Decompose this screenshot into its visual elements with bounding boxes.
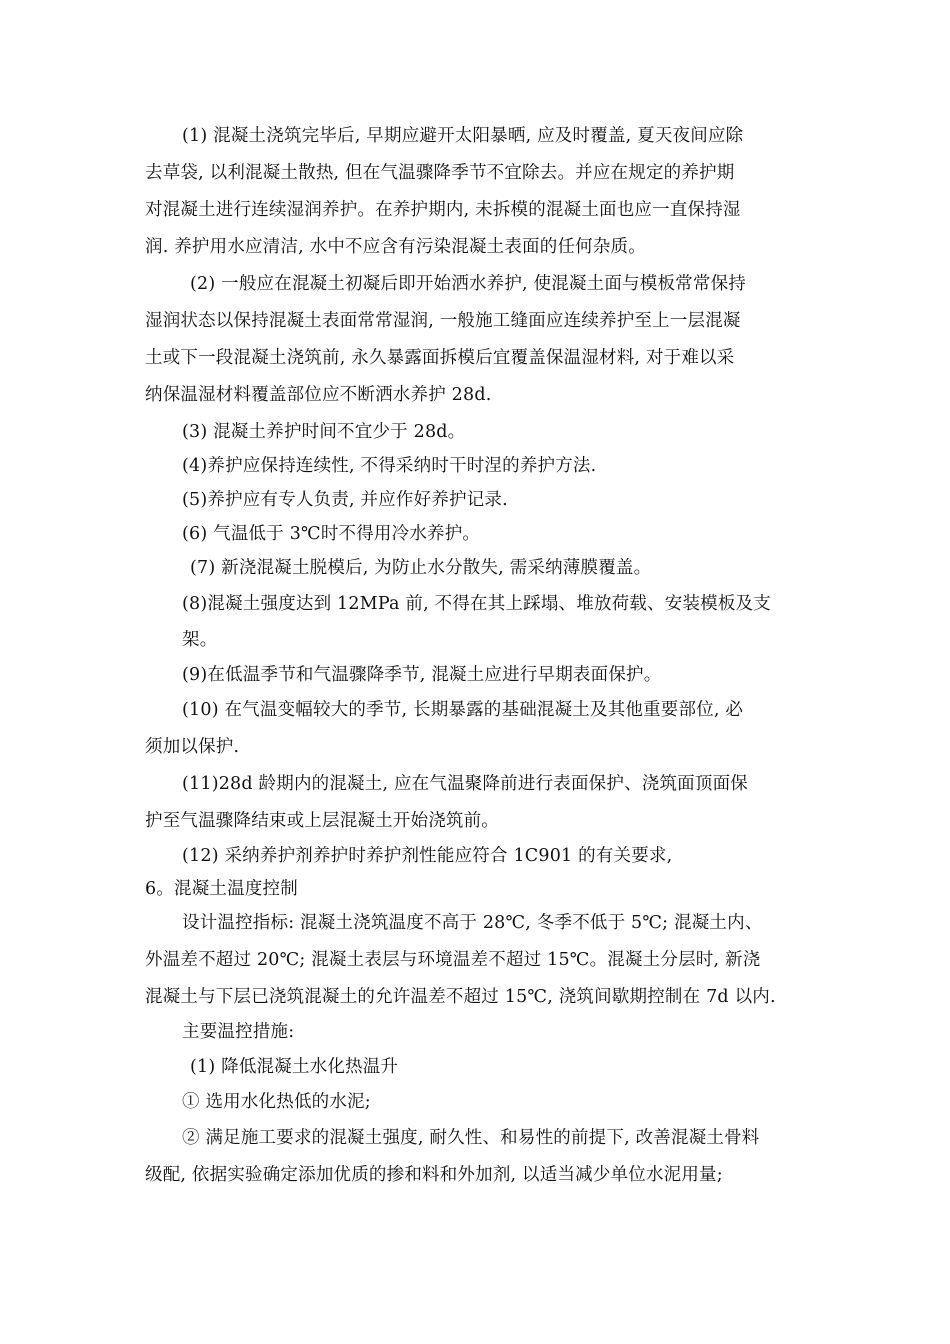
- text-line: 架。: [182, 630, 218, 650]
- text-line: 外温差不超过 20℃; 混凝土表层与环境温差不超过 15℃。混凝土分层时, 新浇: [145, 950, 761, 970]
- text-line: 润. 养护用水应清洁, 水中不应含有污染混凝土表面的任何杂质。: [145, 237, 646, 257]
- text-line: (6) 气温低于 3℃时不得用冷水养护。: [182, 524, 481, 544]
- text-line: (9)在低温季节和气温骤降季节, 混凝土应进行早期表面保护。: [182, 665, 662, 685]
- text-line: 土或下一段混凝土浇筑前, 永久暴露面拆模后宜覆盖保温湿材料, 对于难以采: [145, 348, 735, 368]
- text-line: (2) 一般应在混凝土初凝后即开始洒水养护, 使混凝土面与模板常常保持: [190, 274, 746, 294]
- text-line: 湿润状态以保持混凝土表面常常湿润, 一般施工缝面应连续养护至上一层混凝: [145, 311, 741, 331]
- text-line: 去草袋, 以利混凝土散热, 但在气温骤降季节不宜除去。并应在规定的养护期: [145, 163, 735, 183]
- text-line: 纳保温湿材料覆盖部位应不断洒水养护 28d.: [145, 385, 492, 405]
- text-line: 混凝土与下层已浇筑混凝土的允许温差不超过 15℃, 浇筑间歇期控制在 7d 以内.: [145, 987, 776, 1007]
- text-line: (1) 降低混凝土水化热温升: [190, 1057, 399, 1077]
- text-line: 设计温控指标: 混凝土浇筑温度不高于 28℃, 冬季不低于 5℃; 混凝土内、: [182, 913, 763, 933]
- text-line: (8)混凝土强度达到 12MPa 前, 不得在其上踩塌、堆放荷载、安装模板及支: [182, 594, 771, 614]
- text-line: 须加以保护.: [145, 737, 240, 757]
- text-line: (12) 采纳养护剂养护时养护剂性能应符合 1C901 的有关要求,: [182, 846, 673, 866]
- text-line: (5)养护应有专人负责, 并应作好养护记录.: [182, 490, 508, 510]
- text-line: (11)28d 龄期内的混凝土, 应在气温聚降前进行表面保护、浇筑面顶面保: [182, 774, 748, 794]
- text-line: (4)养护应保持连续性, 不得采纳时干时涅的养护方法.: [182, 456, 597, 476]
- text-line: (3) 混凝土养护时间不宜少于 28d。: [182, 422, 466, 442]
- text-line: 级配, 依据实验确定添加优质的掺和料和外加剂, 以适当减少单位水泥用量;: [145, 1165, 723, 1185]
- text-line: 护至气温骤降结束或上层混凝土开始浇筑前。: [145, 811, 499, 831]
- text-line: ② 满足施工要求的混凝土强度, 耐久性、和易性的前提下, 改善混凝土骨料: [182, 1128, 760, 1148]
- text-line: 对混凝土进行连续湿润养护。在养护期内, 未拆模的混凝土面也应一直保持湿: [145, 200, 741, 220]
- text-line: 主要温控措施:: [182, 1022, 295, 1042]
- text-line: (1) 混凝土浇筑完毕后, 早期应避开太阳暴晒, 应及时覆盖, 夏天夜间应除: [182, 126, 744, 146]
- text-line: (10) 在气温变幅较大的季节, 长期暴露的基础混凝土及其他重要部位, 必: [182, 700, 744, 720]
- text-line: ① 选用水化热低的水泥;: [182, 1092, 371, 1112]
- section-heading: 6。混凝土温度控制: [145, 879, 298, 899]
- text-line: (7) 新浇混凝土脱模后, 为防止水分散失, 需采纳薄膜覆盖。: [190, 558, 652, 578]
